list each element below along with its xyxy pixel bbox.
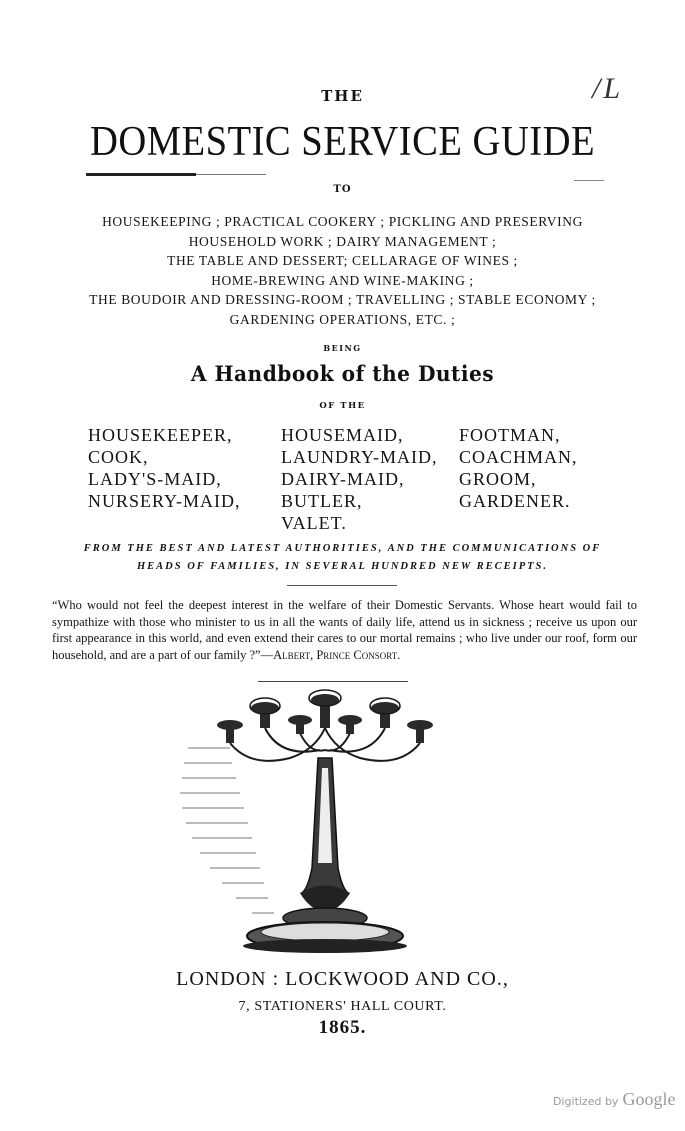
role-item: FOOTMAN, — [459, 425, 561, 445]
subject-line: HOME-BREWING AND WINE-MAKING ; — [211, 272, 474, 288]
heading-to: TO — [333, 184, 352, 195]
role-item: GROOM, — [459, 469, 537, 489]
title-underline-left — [86, 173, 196, 176]
quote-text: “Who would not feel the deepest interest in the welfare of their Domestic Servants. Whose heart would fail to sympathize with those who minister to us in all the wants of daily life, attend us in sickness ; receive us upon our first appearance in this world, and even extend their cares to our mortal remains ; who live under our roof, form our household, and are a part of our family ?”— — [52, 598, 637, 662]
subject-line: HOUSEHOLD WORK ; DAIRY MANAGEMENT ; — [188, 233, 497, 249]
title-underline-right — [574, 180, 604, 181]
watermark-brand: Google — [622, 1089, 676, 1109]
roles-column-2 — [281, 424, 438, 534]
digitized-watermark — [553, 1089, 675, 1110]
illustration-rule — [258, 681, 408, 682]
role-item: COACHMAN, — [459, 447, 578, 467]
authorities-note — [0, 540, 685, 576]
subject-line: GARDENING OPERATIONS, ETC. ; — [229, 311, 456, 327]
candelabrum-illustration — [170, 688, 480, 958]
book-title: DOMESTIC SERVICE GUIDE — [89, 119, 596, 165]
roles-column-3 — [459, 424, 578, 512]
authorities-line: FROM THE BEST AND LATEST AUTHORITIES, AND THE COMMUNICATIONS OF — [83, 543, 602, 554]
role-item: VALET. — [281, 513, 347, 533]
heading-the: THE — [321, 87, 364, 105]
subject-line: THE TABLE AND DESSERT; CELLARAGE OF WINES ; — [167, 253, 518, 268]
role-item: LADY'S-MAID, — [88, 469, 222, 489]
roles-table — [0, 424, 685, 534]
role-item: HOUSEMAID, — [281, 425, 404, 445]
role-item: COOK, — [88, 447, 149, 467]
handbook-heading: A Handbook of the Duties — [190, 361, 495, 386]
quote-attribution: Albert, Prince Consort. — [273, 647, 401, 662]
role-item: NURSERY-MAID, — [88, 491, 241, 511]
consort-quote — [52, 597, 637, 663]
publication-year: 1865. — [318, 1017, 367, 1038]
authorities-line: HEADS OF FAMILIES, IN SEVERAL HUNDRED NEW RECEIPTS. — [137, 561, 548, 572]
quote-rule — [287, 585, 397, 586]
subject-line: THE BOUDOIR AND DRESSING-ROOM ; TRAVELLING ; STABLE ECONOMY ; — [89, 292, 596, 307]
corner-pencil-mark: /L — [592, 72, 624, 105]
publisher: LONDON : LOCKWOOD AND CO., — [176, 968, 509, 990]
role-item: BUTLER, — [281, 491, 363, 511]
role-item: GARDENER. — [459, 491, 571, 511]
shading-lines — [180, 748, 274, 913]
being-label: BEING — [323, 343, 362, 353]
title-underline-fade — [196, 174, 266, 175]
subject-line: HOUSEKEEPING ; PRACTICAL COOKERY ; PICKLING AND PRESERVING — [102, 214, 583, 229]
role-item: LAUNDRY-MAID, — [281, 447, 438, 467]
publisher-address: 7, STATIONERS' HALL COURT. — [238, 999, 447, 1014]
subjects-list — [0, 212, 685, 329]
watermark-prefix: Digitized by — [553, 1095, 619, 1108]
roles-column-1 — [88, 424, 241, 512]
of-the-label: OF THE — [319, 401, 366, 411]
role-item: HOUSEKEEPER, — [88, 425, 233, 445]
role-item: DAIRY-MAID, — [281, 469, 405, 489]
